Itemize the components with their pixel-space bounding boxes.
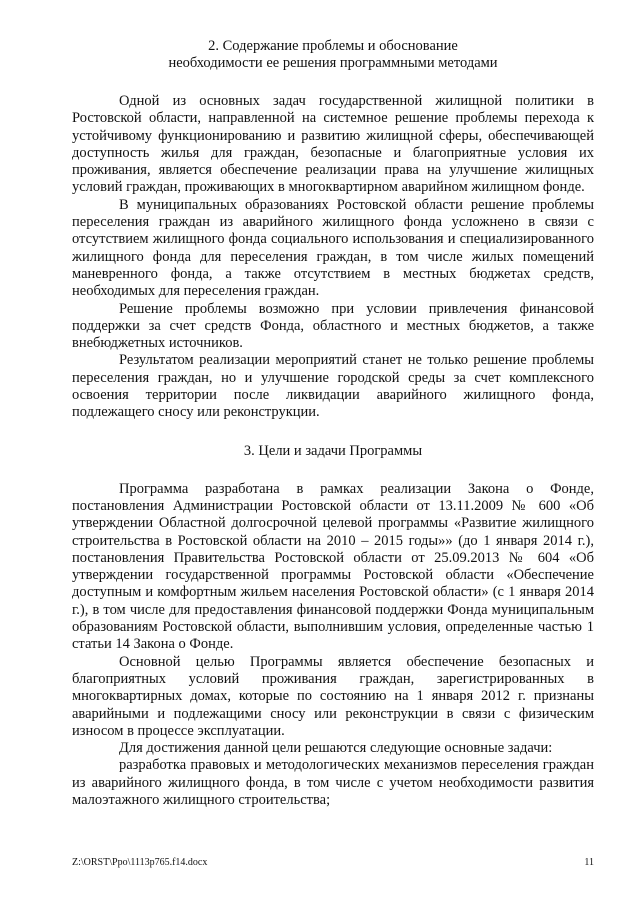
section-3-paragraph-1: Программа разработана в рамках реализации Закона о Фонде, постановления Администрации Ростовской области от 13.11.2009 № 600 «Об утверждении Областной долгосрочной целевой программы «Развитие жилищного строительства в Ростовской области на 2010 – 2015 годы»» (до 1 января 2014 г.), постановления Правительства Ростовской области от 25.09.2013 № 604 «Об утверждении государственной программы Ростовской области «Обеспечение доступным и комфортным жильем населения Ростовской области» (с 1 января 2014 г.), в том числе для предоставления финансовой поддержки Фонда муниципальным образованиям Ростовской области, выполнившим условия, определенные частью 1 статьи 14 Закона о Фонде. bbox=[72, 480, 594, 653]
section-2-paragraph-1: Одной из основных задач государственной жилищной политики в Ростовской области, направленной на системное решение проблемы перехода к устойчивому функционированию и развитию жилищной сферы, обеспечивающей доступность жилья для граждан, безопасные и благоприятные условия их проживания, является обеспечение реализации права на улучшение жилищных условий граждан, проживающих в многоквартирном аварийном жилищном фонде. bbox=[72, 93, 594, 196]
section-2-paragraph-3: Решение проблемы возможно при условии привлечения финансовой поддержки за счет средств Фонда, областного и местных бюджетов, а также внебюджетных источников. bbox=[72, 300, 594, 352]
section-2-body bbox=[72, 93, 594, 422]
document-page bbox=[72, 38, 594, 809]
page-number: 11 bbox=[584, 857, 594, 868]
section-3-paragraph-4: разработка правовых и методологических механизмов переселения граждан из аварийного жилищного фонда, в том числе с учетом необходимости развития малоэтажного жилищного строительства; bbox=[72, 757, 594, 808]
footer-file-path: Z:\ORST\Ppo\1113p765.f14.docx bbox=[72, 857, 208, 868]
section-3-paragraph-3: Для достижения данной цели решаются следующие основные задачи: bbox=[119, 740, 553, 757]
section-2-paragraph-2: В муниципальных образованиях Ростовской области решение проблемы переселения граждан из аварийного жилищного фонда усложнено в связи с отсутствием жилищного фонда социального использования и специализированного жилищного фонда для переселения граждан, в том числе жилых помещений маневренного фонда, а также отсутствием в местных бюджетах средств, необходимых для переселения граждан. bbox=[72, 196, 594, 300]
page-footer bbox=[72, 857, 594, 869]
section-2-heading-line-1: 2. Содержание проблемы и обоснование bbox=[208, 38, 458, 54]
section-2-heading-line-2: необходимости ее решения программными методами bbox=[168, 55, 498, 71]
section-3-body bbox=[72, 481, 594, 810]
section-2-paragraph-4: Результатом реализации мероприятий станет не только решение проблемы переселения граждан, но и улучшение городской среды за счет комплексного освоения территории после ликвидации аварийного жилищного фонда, подлежащего сносу или реконструкции. bbox=[72, 352, 594, 421]
section-2-heading bbox=[72, 38, 594, 72]
section-3-heading: 3. Цели и задачи Программы bbox=[243, 442, 423, 459]
section-3-paragraph-2: Основной целью Программы является обеспечение безопасных и благоприятных условий проживания граждан, зарегистрированных в многоквартирных домах, которые по состоянию на 1 января 2012 г. признаны аварийными и подлежащими сносу или реконструкции в связи с физическим износом в процессе эксплуатации. bbox=[72, 653, 594, 739]
